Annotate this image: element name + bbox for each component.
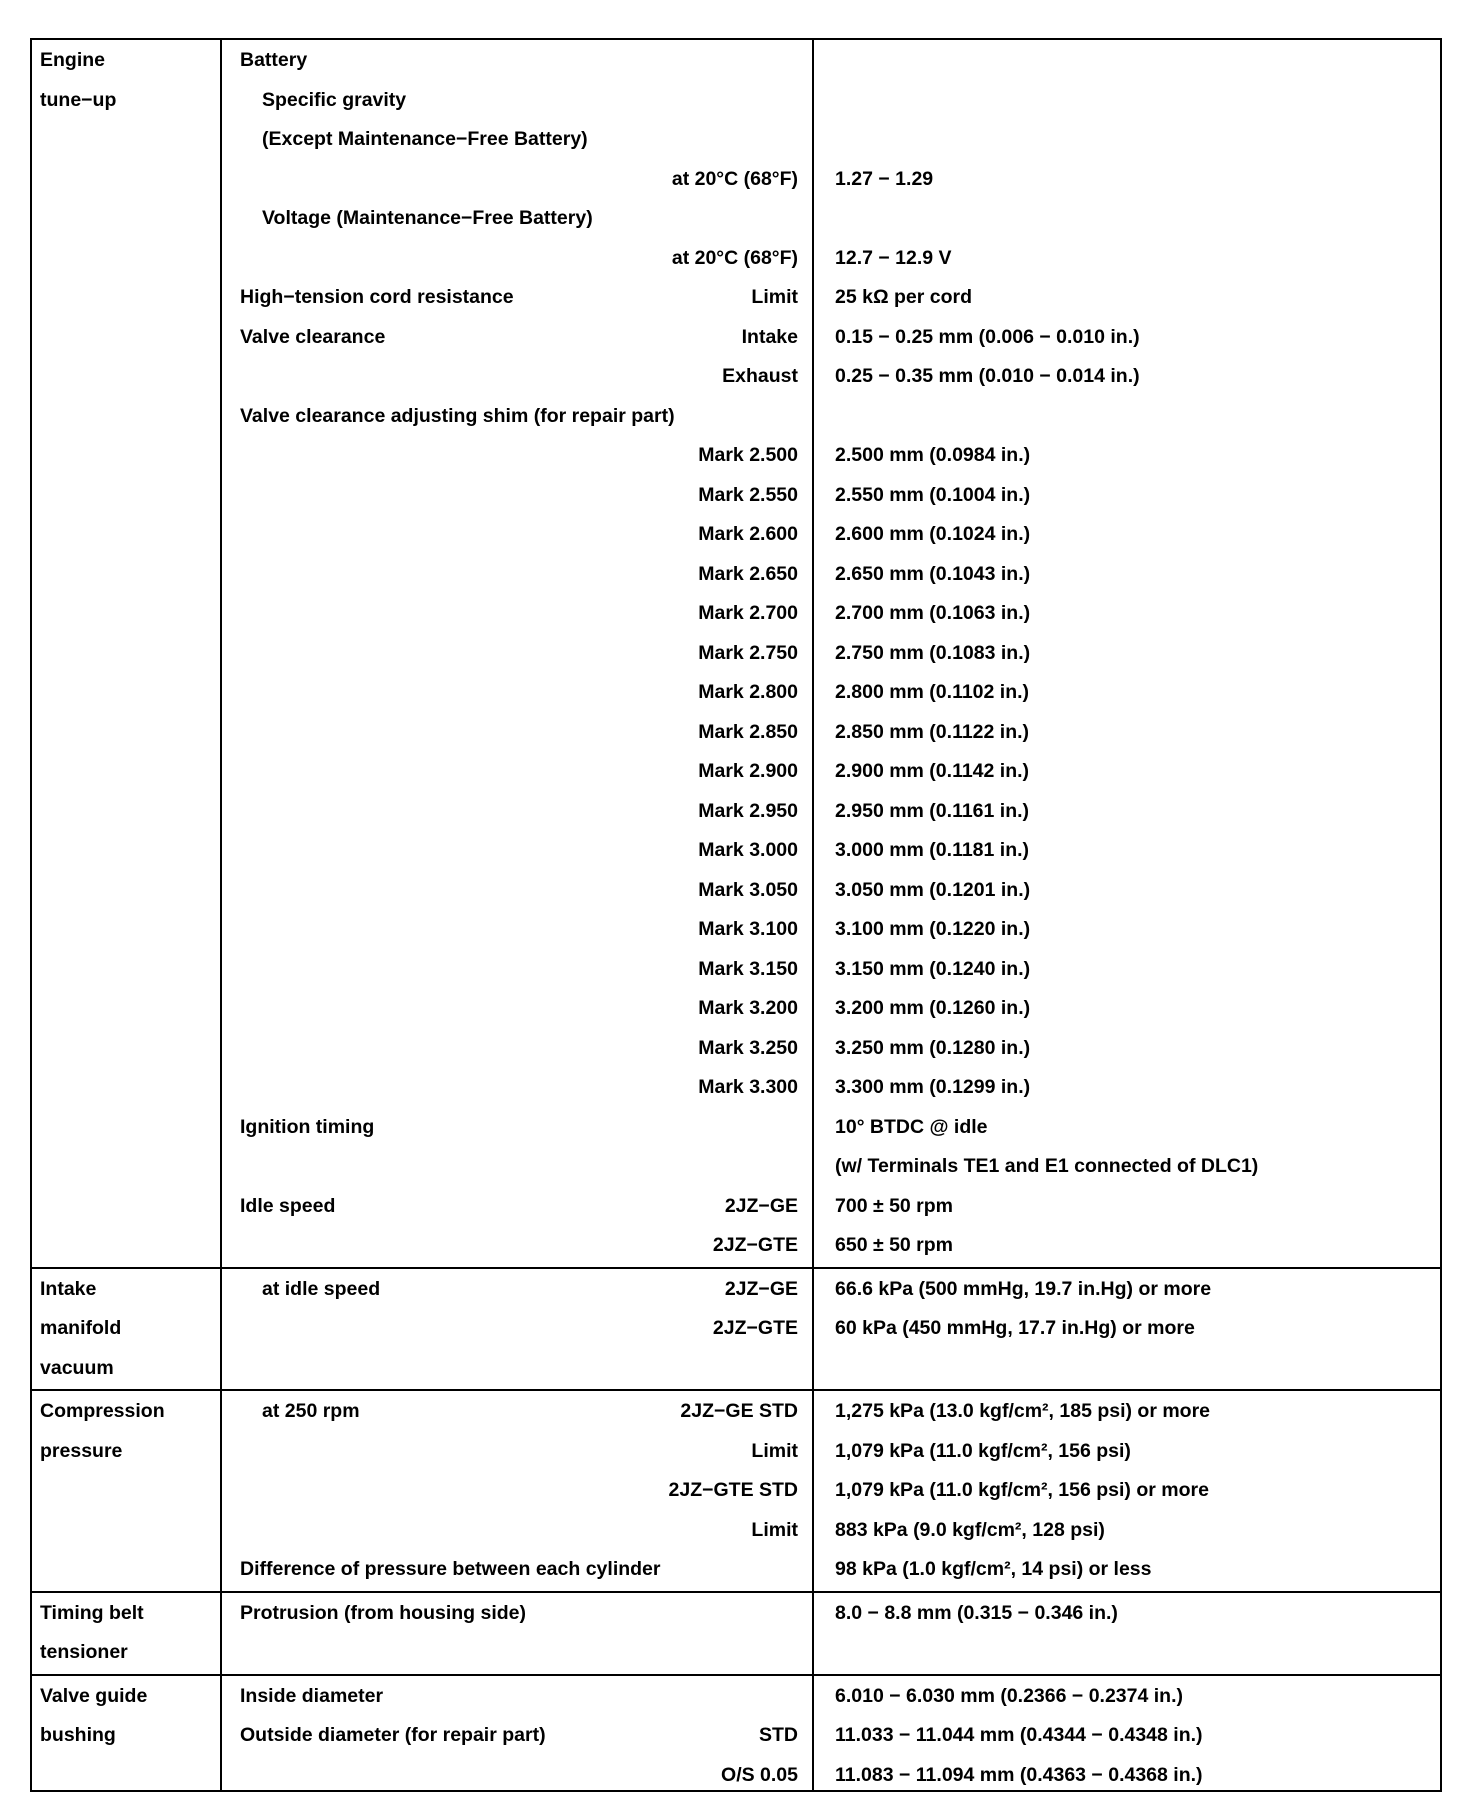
spec-value: 2.700 mm (0.1063 in.) [835,602,1031,624]
spec-condition: Mark 3.250 [698,1036,798,1059]
spec-value: 1,079 kPa (11.0 kgf/cm², 156 psi) or more [835,1479,1209,1501]
spec-label: High−tension cord resistance [240,286,514,308]
spec-condition: 2JZ−GTE [712,1234,798,1256]
spec-condition: Mark 2.600 [698,523,798,545]
spec-value: 3.050 mm (0.1201 in.) [835,878,1031,901]
spec-condition: 2JZ−GE STD [680,1400,798,1422]
spec-condition: Mark 2.550 [698,483,798,506]
spec-value: 98 kPa (1.0 kgf/cm², 14 psi) or less [835,1558,1152,1580]
spec-value: 700 ± 50 rpm [835,1194,954,1217]
spec-condition: at 20°C (68°F) [671,167,798,190]
spec-condition: 2JZ−GTE [712,1317,798,1339]
spec-value: 11.083 − 11.094 mm (0.4363 − 0.4368 in.) [835,1763,1203,1786]
category-label: Intake [40,1277,97,1300]
spec-condition: Limit [751,1518,798,1541]
spec-value: 2.750 mm (0.1083 in.) [835,641,1031,664]
spec-label: Idle speed [240,1194,336,1217]
category-label: manifold [40,1317,122,1339]
spec-value: 2.650 mm (0.1043 in.) [835,562,1031,585]
spec-condition: Mark 3.000 [698,839,798,861]
spec-value: 3.300 mm (0.1299 in.) [835,1076,1031,1098]
section-divider [30,1674,1440,1676]
section-divider [30,1267,1440,1269]
spec-value: 8.0 − 8.8 mm (0.315 − 0.346 in.) [835,1601,1118,1624]
spec-condition: Exhaust [722,365,798,387]
spec-label: Protrusion (from housing side) [240,1601,526,1624]
spec-label: Battery [240,49,308,71]
spec-condition: 2JZ−GTE STD [668,1479,798,1501]
table-bottom-border [30,1790,1440,1792]
spec-label: Valve clearance [240,325,386,348]
spec-condition: at 20°C (68°F) [671,246,798,269]
spec-value: 12.7 − 12.9 V [835,246,952,269]
spec-label: at idle speed [262,1277,381,1300]
spec-value: 6.010 − 6.030 mm (0.2366 − 0.2374 in.) [835,1684,1183,1707]
category-label: pressure [40,1439,123,1462]
spec-value: 60 kPa (450 mmHg, 17.7 in.Hg) or more [835,1317,1195,1339]
spec-value: 3.150 mm (0.1240 in.) [835,957,1031,980]
spec-value: 883 kPa (9.0 kgf/cm², 128 psi) [835,1518,1105,1541]
spec-label: Outside diameter (for repair part) [240,1724,546,1746]
spec-value: 1,275 kPa (13.0 kgf/cm², 185 psi) or more [835,1400,1211,1422]
spec-label: Specific gravity [262,88,407,111]
spec-value: 66.6 kPa (500 mmHg, 19.7 in.Hg) or more [835,1277,1212,1300]
spec-condition: 2JZ−GE [724,1277,798,1300]
table-left-border [30,38,32,1792]
spec-condition: Mark 3.300 [698,1076,798,1098]
spec-condition: STD [759,1724,798,1746]
table-right-border [1440,38,1442,1792]
spec-condition: Mark 2.500 [698,444,798,466]
spec-value: 0.15 − 0.25 mm (0.006 − 0.010 in.) [835,325,1140,348]
spec-value: 3.200 mm (0.1260 in.) [835,997,1031,1019]
spec-value: 10° BTDC @ idle [835,1115,988,1138]
spec-value: 0.25 − 0.35 mm (0.010 − 0.014 in.) [835,365,1140,387]
table-top-border [30,38,1440,40]
spec-label: Valve clearance adjusting shim (for repair part) [240,404,675,427]
spec-value: 1,079 kPa (11.0 kgf/cm², 156 psi) [835,1439,1131,1462]
category-label: tune−up [40,88,117,111]
spec-condition: Mark 2.800 [698,681,798,703]
column-divider [220,38,222,1790]
category-label: vacuum [40,1356,114,1379]
spec-value: 2.550 mm (0.1004 in.) [835,483,1031,506]
spec-label: Voltage (Maintenance−Free Battery) [262,207,593,229]
spec-value: 650 ± 50 rpm [835,1234,954,1256]
spec-value: (w/ Terminals TE1 and E1 connected of DLC1) [835,1155,1259,1177]
spec-condition: 2JZ−GE [724,1194,798,1217]
spec-condition: Mark 3.050 [698,878,798,901]
category-label: bushing [40,1724,116,1746]
category-label: Compression [40,1400,165,1422]
spec-label: (Except Maintenance−Free Battery) [262,128,588,150]
category-label: Engine [40,49,106,71]
category-label: Timing belt [40,1601,144,1624]
spec-condition: Mark 2.750 [698,641,798,664]
spec-value: 25 kΩ per cord [835,286,973,308]
spec-condition: Limit [751,1439,798,1462]
spec-condition: O/S 0.05 [721,1763,798,1786]
spec-condition: Mark 3.150 [698,957,798,980]
spec-value: 11.033 − 11.044 mm (0.4344 − 0.4348 in.) [835,1724,1203,1746]
spec-condition: Mark 2.950 [698,799,798,822]
section-divider [30,1591,1440,1593]
spec-value: 2.950 mm (0.1161 in.) [835,799,1030,822]
spec-condition: Mark 3.200 [698,997,798,1019]
spec-value: 2.850 mm (0.1122 in.) [835,720,1030,743]
spec-value: 3.000 mm (0.1181 in.) [835,839,1030,861]
column-divider [812,38,814,1790]
category-label: Valve guide [40,1684,148,1707]
spec-value: 2.500 mm (0.0984 in.) [835,444,1031,466]
spec-value: 2.800 mm (0.1102 in.) [835,681,1030,703]
spec-condition: Mark 2.900 [698,760,798,782]
spec-value: 2.600 mm (0.1024 in.) [835,523,1031,545]
spec-label: Ignition timing [240,1115,375,1138]
spec-condition: Limit [751,286,798,308]
spec-condition: Intake [741,325,798,348]
spec-label: at 250 rpm [262,1400,360,1422]
spec-label: Inside diameter [240,1684,384,1707]
section-divider [30,1389,1440,1391]
spec-value: 1.27 − 1.29 [835,167,934,190]
spec-value: 3.100 mm (0.1220 in.) [835,918,1031,940]
spec-value: 2.900 mm (0.1142 in.) [835,760,1030,782]
spec-condition: Mark 2.650 [698,562,798,585]
spec-condition: Mark 2.850 [698,720,798,743]
category-label: tensioner [40,1641,128,1663]
spec-condition: Mark 2.700 [698,602,798,624]
spec-condition: Mark 3.100 [698,918,798,940]
spec-value: 3.250 mm (0.1280 in.) [835,1036,1031,1059]
spec-label: Difference of pressure between each cylinder [240,1558,661,1580]
